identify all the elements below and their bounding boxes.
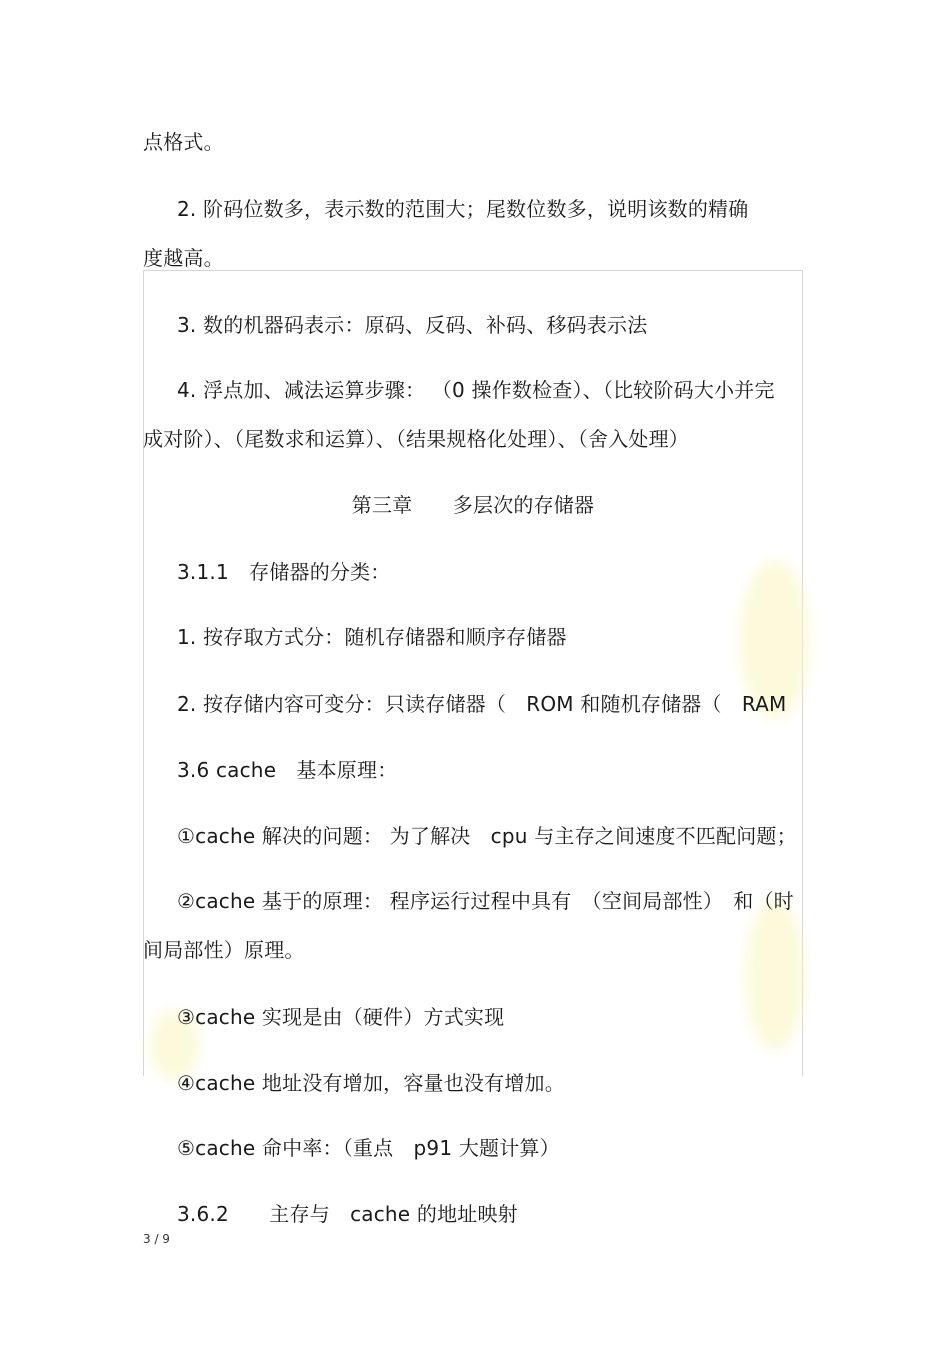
text-line: ③cache 实现是由（硬件）方式实现 (177, 1005, 505, 1029)
text-line: 1. 按存取方式分：随机存储器和顺序存储器 (177, 625, 567, 649)
text-line: 点格式。 (143, 130, 224, 154)
text-line: ④cache 地址没有增加，容量也没有增加。 (177, 1071, 565, 1095)
chapter-heading: 第三章 多层次的存储器 (351, 493, 595, 517)
section-heading: 3.1.1 存储器的分类： (177, 560, 391, 584)
text-line: 度越高。 (143, 246, 224, 270)
page-number: 3 / 9 (143, 1232, 170, 1246)
background-speckle (745, 900, 805, 1050)
text-line: ⑤cache 命中率：（重点 p91 大题计算） (177, 1136, 560, 1160)
section-heading: 3.6 cache 基本原理： (177, 758, 398, 782)
section-heading: 3.6.2 主存与 cache 的地址映射 (177, 1202, 518, 1226)
text-line: ②cache 基于的原理： 程序运行过程中具有 （空间局部性） 和（时 (177, 889, 794, 913)
text-line: ①cache 解决的问题： 为了解决 cpu 与主存之间速度不匹配问题； (177, 824, 797, 848)
text-line: 2. 阶码位数多，表示数的范围大；尾数位数多，说明该数的精确 (177, 197, 749, 221)
text-line: 4. 浮点加、减法运算步骤： （0 操作数检查）、（比较阶码大小并完 (177, 378, 775, 402)
text-line: 间局部性）原理。 (143, 938, 305, 962)
text-line: 2. 按存储内容可变分：只读存储器（ ROM 和随机存储器（ RAM (177, 692, 787, 716)
text-line: 3. 数的机器码表示：原码、反码、补码、移码表示法 (177, 313, 648, 337)
text-line: 成对阶）、（尾数求和运算）、（结果规格化处理）、（舍入处理） (143, 427, 689, 451)
